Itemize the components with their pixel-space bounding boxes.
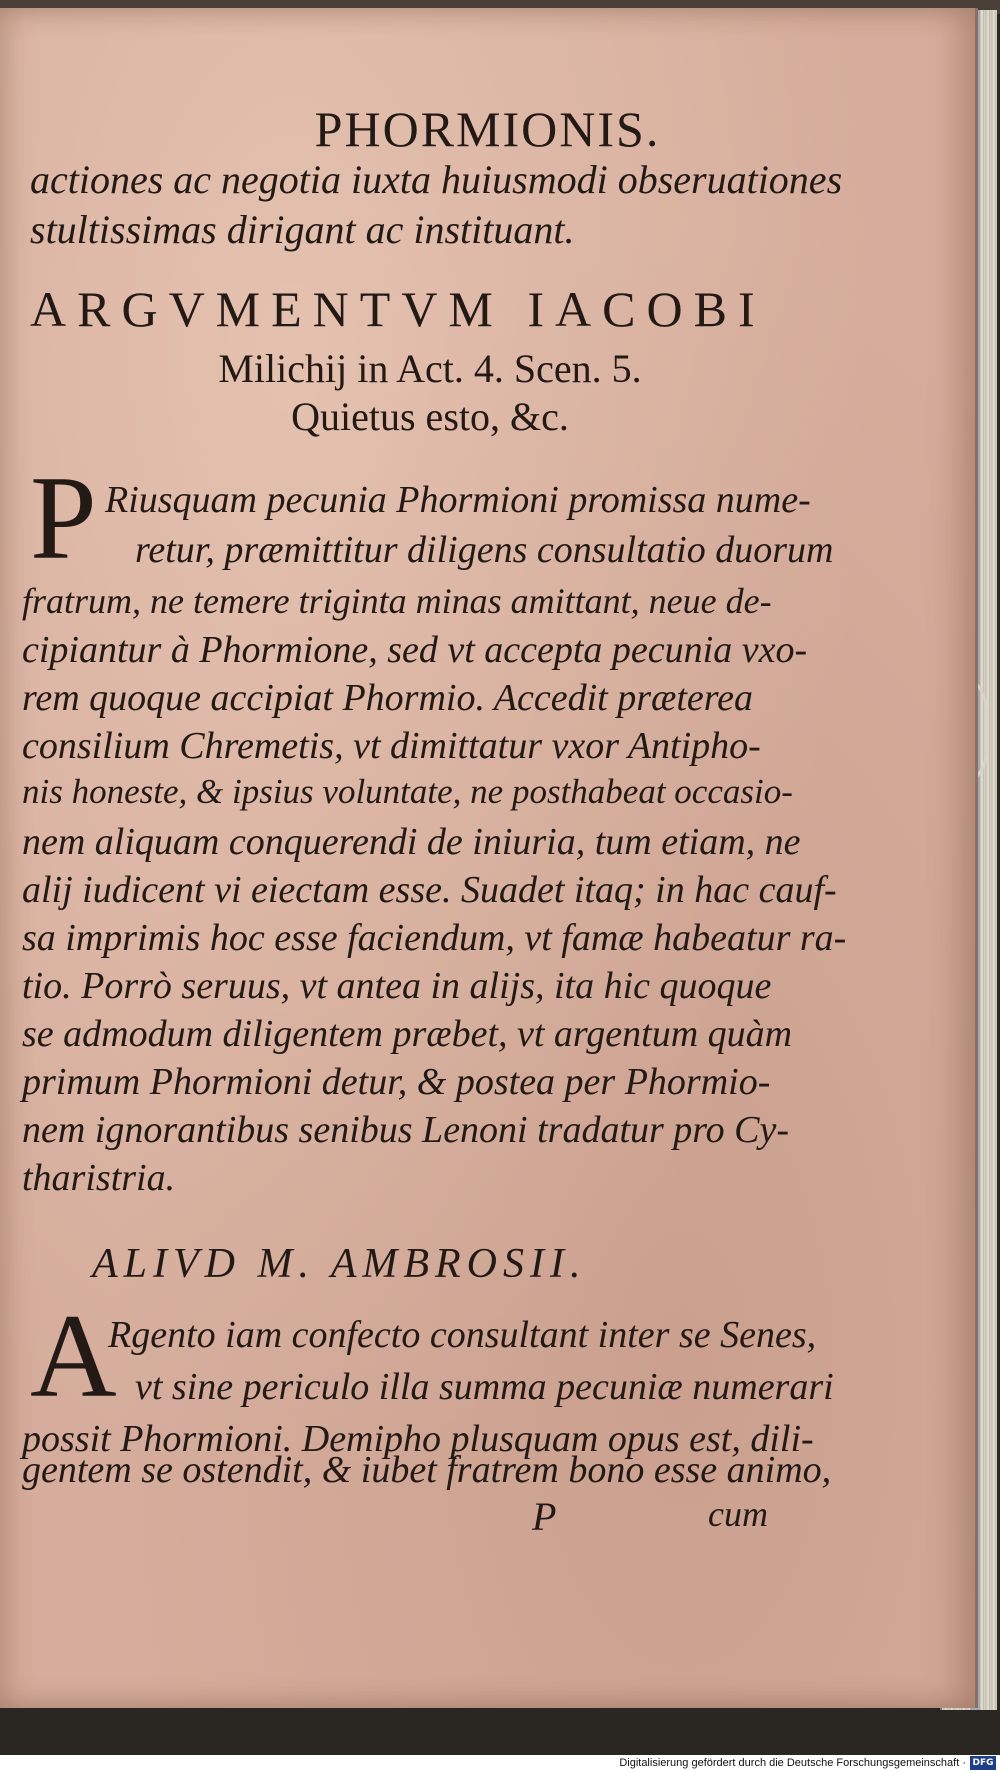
- catchword: cum: [708, 1494, 768, 1534]
- argument-line: alij iudicent vi eiectam esse. Suadet itaq; in hac cauf-: [22, 869, 837, 911]
- intro-line: stultissimas dirigant ac instituant.: [30, 207, 575, 252]
- argument-line: cipiantur à Phormione, sed vt accepta pecunia vxo-: [22, 629, 808, 671]
- section-heading: ARGVMENTVM IACOBI: [30, 281, 766, 337]
- argument-line: tio. Porrò seruus, vt antea in alijs, ita hic quoque: [22, 965, 772, 1007]
- argument-line: nis honeste, & ipsius voluntate, ne posthabeat occasio-: [22, 772, 793, 811]
- intro-line: actiones ac negotia iuxta huiusmodi obseruationes: [30, 157, 843, 202]
- argument-line: nem aliquam conquerendi de iniuria, tum etiam, ne: [22, 821, 801, 863]
- section-subheading: Milichij in Act. 4. Scen. 5.: [218, 346, 642, 391]
- second-line: Rgento iam confecto consultant inter se Senes,: [108, 1314, 817, 1356]
- drop-capital: A: [30, 1289, 117, 1422]
- second-heading: ALIVD M. AMBROSII.: [92, 1241, 587, 1287]
- signature-mark: P: [532, 1494, 557, 1539]
- argument-line: consilium Chremetis, vt dimittatur vxor Antipho-: [22, 725, 761, 767]
- running-head: PHORMIONIS.: [314, 101, 661, 157]
- argument-line: se admodum diligentem præbet, vt argentum quàm: [22, 1013, 793, 1055]
- argument-line: Riusquam pecunia Phormioni promissa nume-: [105, 479, 811, 521]
- argument-line: fratrum, ne temere triginta minas amittant, neue de-: [22, 581, 772, 621]
- second-line: vt sine periculo illa summa pecuniæ numerari: [135, 1366, 834, 1408]
- section-subheading-quote: Quietus esto, &c.: [291, 394, 569, 439]
- argument-line: tharistria.: [22, 1157, 176, 1199]
- second-line: possit Phormioni. Demipho plusquam opus est, dili-: [22, 1418, 814, 1460]
- argument-line: primum Phormioni detur, & postea per Phormio-: [22, 1061, 771, 1103]
- argument-line: retur, præmittitur diligens consultatio duorum: [135, 529, 834, 571]
- dfg-logo: DFG: [970, 1756, 996, 1770]
- argument-line: nem ignorantibus senibus Lenoni tradatur pro Cy-: [22, 1109, 790, 1151]
- argument-line: rem quoque accipiat Phormio. Accedit præterea: [22, 677, 753, 719]
- drop-capital: P: [30, 451, 97, 584]
- second-line: gentem se ostendit, & iubet fratrem bono esse animo,: [22, 1449, 832, 1491]
- argument-line: sa imprimis hoc esse faciendum, vt famæ habeatur ra-: [22, 917, 847, 959]
- book-page: [0, 8, 978, 1708]
- footer-credit: Digitalisierung gefördert durch die Deutsche Forschungsgemeinschaft ·: [619, 1757, 966, 1769]
